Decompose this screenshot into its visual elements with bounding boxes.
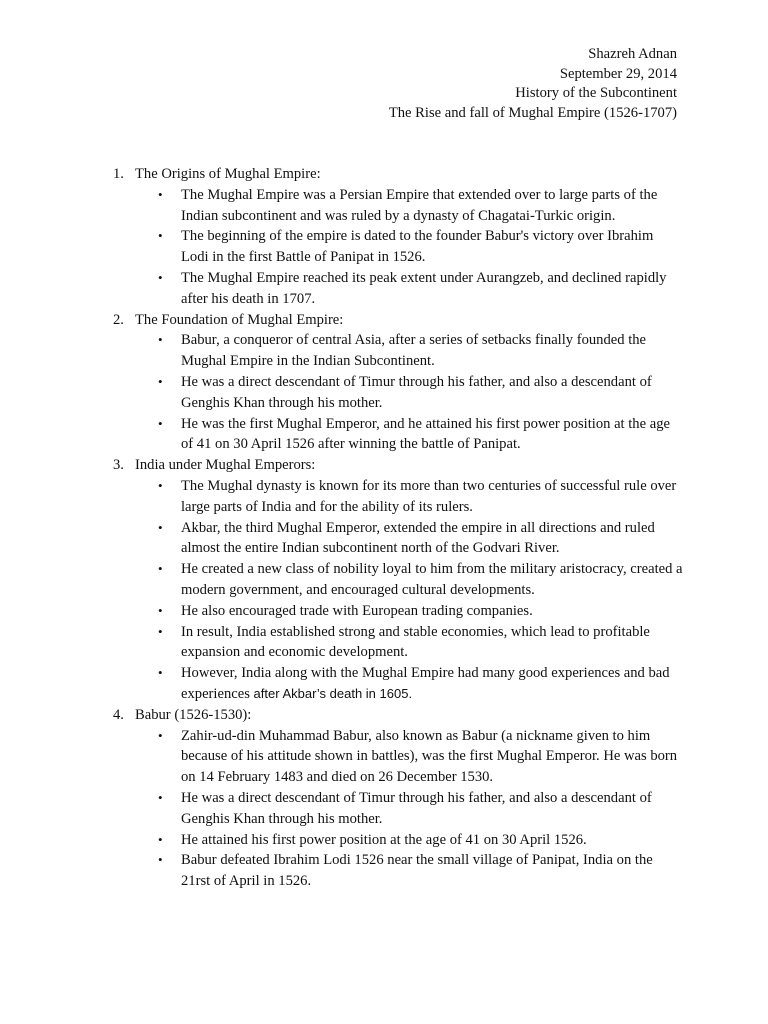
bullet-item [113, 559, 683, 601]
bullet-text-block [181, 330, 683, 372]
bullet-item [113, 226, 683, 268]
outline-section [113, 310, 683, 456]
bullet-item [113, 663, 683, 705]
bullet-text: He created a new class of nobility loyal to him from the military aristocracy, created a modern government, and encouraged cultural developments. [181, 561, 683, 598]
bullet-dot-icon: • [158, 228, 163, 244]
section-number: 3. [113, 457, 124, 474]
section-number: 2. [113, 311, 124, 328]
bullet-dot-icon: • [158, 373, 163, 389]
document-header [389, 45, 677, 123]
bullet-list [113, 330, 683, 455]
bullet-text-block [181, 559, 683, 601]
section-heading-text: The Foundation of Mughal Empire: [135, 311, 344, 328]
bullet-text-block [181, 226, 683, 268]
bullet-text: Akbar, the third Mughal Emperor, extended the empire in all directions and ruled almost the entire Indian subcontinent north of the Godvari River. [181, 519, 655, 557]
section-heading-text: Babur (1526-1530): [135, 706, 252, 723]
bullet-text: He was a direct descendant of Timur through his father, and also a descendant of Genghis Khan through his mother. [181, 789, 652, 827]
bullet-list [113, 476, 683, 705]
bullet-dot-icon: • [158, 831, 163, 847]
bullet-dot-icon: • [158, 477, 163, 493]
outline-section [113, 164, 683, 310]
bullet-text-block [181, 663, 683, 705]
bullet-text: In result, India established strong and stable economies, which lead to profitable expansion and economic development. [181, 623, 650, 661]
bullet-text-block [181, 830, 683, 851]
bullet-text: He also encouraged trade with European trading companies. [181, 602, 533, 619]
bullet-dot-icon: • [158, 789, 163, 805]
bullet-text: The Mughal Empire was a Persian Empire that extended over to large parts of the Indian subcontinent and was ruled by a dynasty of Chagatai-Turkic origin. [181, 186, 658, 224]
section-heading-text: The Origins of Mughal Empire: [135, 166, 321, 182]
bullet-text: The beginning of the empire is dated to the founder Babur's victory over Ibrahim Lodi in the first Battle of Panipat in 1526. [181, 228, 654, 266]
document-date: September 29, 2014 [559, 65, 677, 82]
author-name: Shazreh Adnan [588, 46, 677, 62]
bullet-dot-icon: • [158, 415, 163, 431]
bullet-text: Babur defeated Ibrahim Lodi 1526 near the small village of Panipat, India on the 21rst of April in 1526. [181, 852, 653, 890]
bullet-item [113, 330, 683, 372]
bullet-item [113, 726, 683, 788]
document-title: The Rise and fall of Mughal Empire (1526-1707) [388, 104, 677, 121]
bullet-dot-icon: • [158, 623, 163, 639]
bullet-dot-icon: • [158, 852, 163, 868]
section-number: 1. [113, 166, 124, 182]
bullet-text-block [181, 372, 683, 414]
outline-section [113, 705, 683, 892]
bullet-text: The Mughal Empire reached its peak extent under Aurangzeb, and declined rapidly after his death in 1707. [181, 269, 667, 307]
bullet-text-block [181, 601, 683, 622]
bullet-text: Zahir-ud-din Muhammad Babur, also known as Babur (a nickname given to him because of his attitude shown in battles), was the first Mughal Emperor. He was born on 14 February 1483 and died on 26 December 1530. [181, 727, 678, 786]
bullet-item [113, 830, 683, 851]
course-name: History of the Subcontinent [515, 85, 677, 101]
bullet-dot-icon: • [158, 561, 163, 577]
bullet-text: However, India along with the Mughal Empire had many good experiences and bad experiences [181, 665, 670, 702]
bullet-list [113, 726, 683, 892]
bullet-text-block [181, 185, 683, 227]
section-heading [113, 310, 683, 331]
outline-section [113, 455, 683, 705]
bullet-item [113, 518, 683, 560]
bullet-dot-icon: • [158, 519, 163, 535]
bullet-dot-icon: • [158, 186, 163, 202]
bullet-text-block [181, 268, 683, 310]
bullet-text: Babur, a conqueror of central Asia, after a series of setbacks finally founded the Mughal Empire in the Indian Subcontinent. [181, 332, 647, 370]
bullet-item [113, 622, 683, 664]
section-heading [113, 455, 683, 476]
bullet-text: The Mughal dynasty is known for its more than two centuries of successful rule over large parts of India and for the ability of its rulers. [181, 477, 677, 515]
bullet-text-block [181, 518, 683, 560]
bullet-text-tail: after Akbar’s death in 1605. [253, 685, 413, 701]
bullet-item [113, 414, 683, 456]
numbered-outline [113, 164, 683, 892]
section-heading-text: India under Mughal Emperors: [135, 457, 316, 474]
bullet-item [113, 850, 683, 892]
bullet-dot-icon: • [158, 269, 163, 285]
bullet-dot-icon: • [158, 665, 163, 681]
bullet-text: He was the first Mughal Emperor, and he attained his first power position at the age of 41 on 30 April 1526 after winning the battle of Panipat. [181, 415, 670, 453]
bullet-item [113, 185, 683, 227]
bullet-text: He was a direct descendant of Timur through his father, and also a descendant of Genghis Khan through his mother. [181, 373, 652, 411]
bullet-text-block [181, 788, 683, 830]
bullet-item [113, 788, 683, 830]
bullet-text-block [181, 476, 683, 518]
bullet-text-block [181, 726, 683, 788]
bullet-text-block [181, 850, 683, 892]
bullet-text-block [181, 414, 683, 456]
section-heading [113, 705, 683, 726]
bullet-item [113, 476, 683, 518]
bullet-dot-icon: • [158, 332, 163, 348]
bullet-list [113, 185, 683, 310]
bullet-text-block [181, 622, 683, 664]
bullet-item [113, 268, 683, 310]
bullet-dot-icon: • [158, 727, 163, 743]
bullet-text: He attained his first power position at the age of 41 on 30 April 1526. [181, 831, 587, 848]
bullet-item [113, 372, 683, 414]
section-number: 4. [113, 706, 124, 723]
bullet-dot-icon: • [158, 602, 163, 618]
bullet-item [113, 601, 683, 622]
section-heading [113, 164, 683, 185]
